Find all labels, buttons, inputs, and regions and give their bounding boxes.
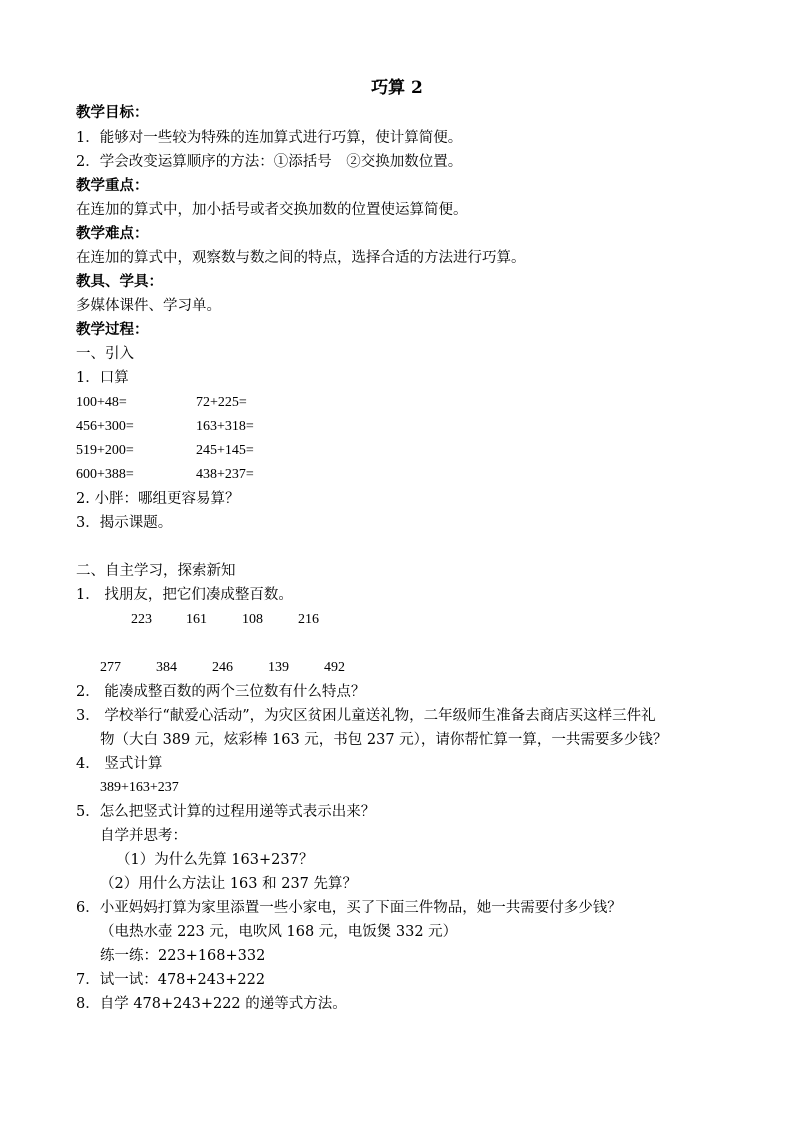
- number-bottom-1: 277: [100, 660, 121, 675]
- objectives-heading: 教学目标：: [76, 104, 149, 121]
- number-bottom-4: 139: [268, 660, 289, 675]
- number-bottom-3: 246: [212, 660, 233, 675]
- part2-item-1: 1． 找朋友，把它们凑成整百数。: [76, 587, 293, 603]
- tools-text: 多媒体课件、学习单。: [76, 298, 221, 314]
- objective-item-2: 2．学会改变运算顺序的方法：①添括号 ②交换加数位置。: [76, 154, 463, 170]
- part2-item-6: 6．小亚妈妈打算为家里添置一些小家电，买了下面三件物品，她一共需要付多少钱？: [76, 900, 622, 916]
- objective-item-1: 1．能够对一些较为特殊的连加算式进行巧算，使计算简便。: [76, 130, 463, 146]
- part1-heading: 一、引入: [76, 346, 134, 362]
- part2-item-6-practice: 练一练：223+168+332: [100, 948, 266, 964]
- part2-item-5: 5．怎么把竖式计算的过程用递等式表示出来？: [76, 804, 376, 820]
- part1-item-2: 2. 小胖：哪组更容易算？: [76, 491, 240, 507]
- key-points-heading: 教学重点：: [76, 177, 149, 194]
- part1-item-3: 3．揭示课题。: [76, 515, 173, 531]
- part2-item-3-line-2: 物（大白 389 元，炫彩棒 163 元，书包 237 元），请你帮忙算一算，一共需要多少钱？: [100, 732, 668, 748]
- part2-item-5-question-2: （2）用什么方法让 163 和 237 先算？: [100, 876, 358, 892]
- oral-calc-left-1: 100+48=: [76, 395, 127, 410]
- process-heading: 教学过程：: [76, 321, 149, 338]
- oral-calc-right-2: 163+318=: [196, 419, 254, 434]
- oral-calc-right-1: 72+225=: [196, 395, 247, 410]
- difficulties-text: 在连加的算式中，观察数与数之间的特点，选择合适的方法进行巧算。: [76, 250, 526, 266]
- difficulties-heading: 教学难点：: [76, 225, 149, 242]
- number-bottom-2: 384: [156, 660, 177, 675]
- part2-item-8: 8．自学 478+243+222 的递等式方法。: [76, 996, 347, 1012]
- number-top-3: 108: [242, 612, 263, 627]
- part2-item-6-detail: （电热水壶 223 元，电吹风 168 元，电饭煲 332 元）: [100, 924, 458, 940]
- oral-calc-left-3: 519+200=: [76, 443, 134, 458]
- part2-item-5-subheading: 自学并思考：: [100, 828, 187, 844]
- page-title: 巧算 2: [371, 78, 423, 98]
- number-bottom-5: 492: [324, 660, 345, 675]
- part2-item-3-line-1: 3． 学校举行“献爱心活动”，为灾区贫困儿童送礼物，二年级师生准备去商店买这样三件礼: [76, 708, 656, 724]
- number-top-2: 161: [186, 612, 207, 627]
- part2-item-7: 7．试一试：478+243+222: [76, 972, 266, 988]
- key-points-text: 在连加的算式中，加小括号或者交换加数的位置使运算简便。: [76, 202, 468, 218]
- oral-calc-right-4: 438+237=: [196, 467, 254, 482]
- part2-item-4-expression: 389+163+237: [100, 780, 179, 795]
- part2-item-2: 2． 能凑成整百数的两个三位数有什么特点？: [76, 684, 366, 700]
- part1-item-1: 1．口算: [76, 370, 129, 386]
- oral-calc-left-4: 600+388=: [76, 467, 134, 482]
- oral-calc-left-2: 456+300=: [76, 419, 134, 434]
- tools-heading: 教具、学具：: [76, 273, 163, 290]
- part2-heading: 二、自主学习，探索新知: [76, 563, 236, 579]
- part2-item-4: 4． 竖式计算: [76, 756, 163, 772]
- number-top-4: 216: [298, 612, 319, 627]
- number-top-1: 223: [131, 612, 152, 627]
- part2-item-5-question-1: （1）为什么先算 163+237？: [116, 852, 314, 868]
- oral-calc-right-3: 245+145=: [196, 443, 254, 458]
